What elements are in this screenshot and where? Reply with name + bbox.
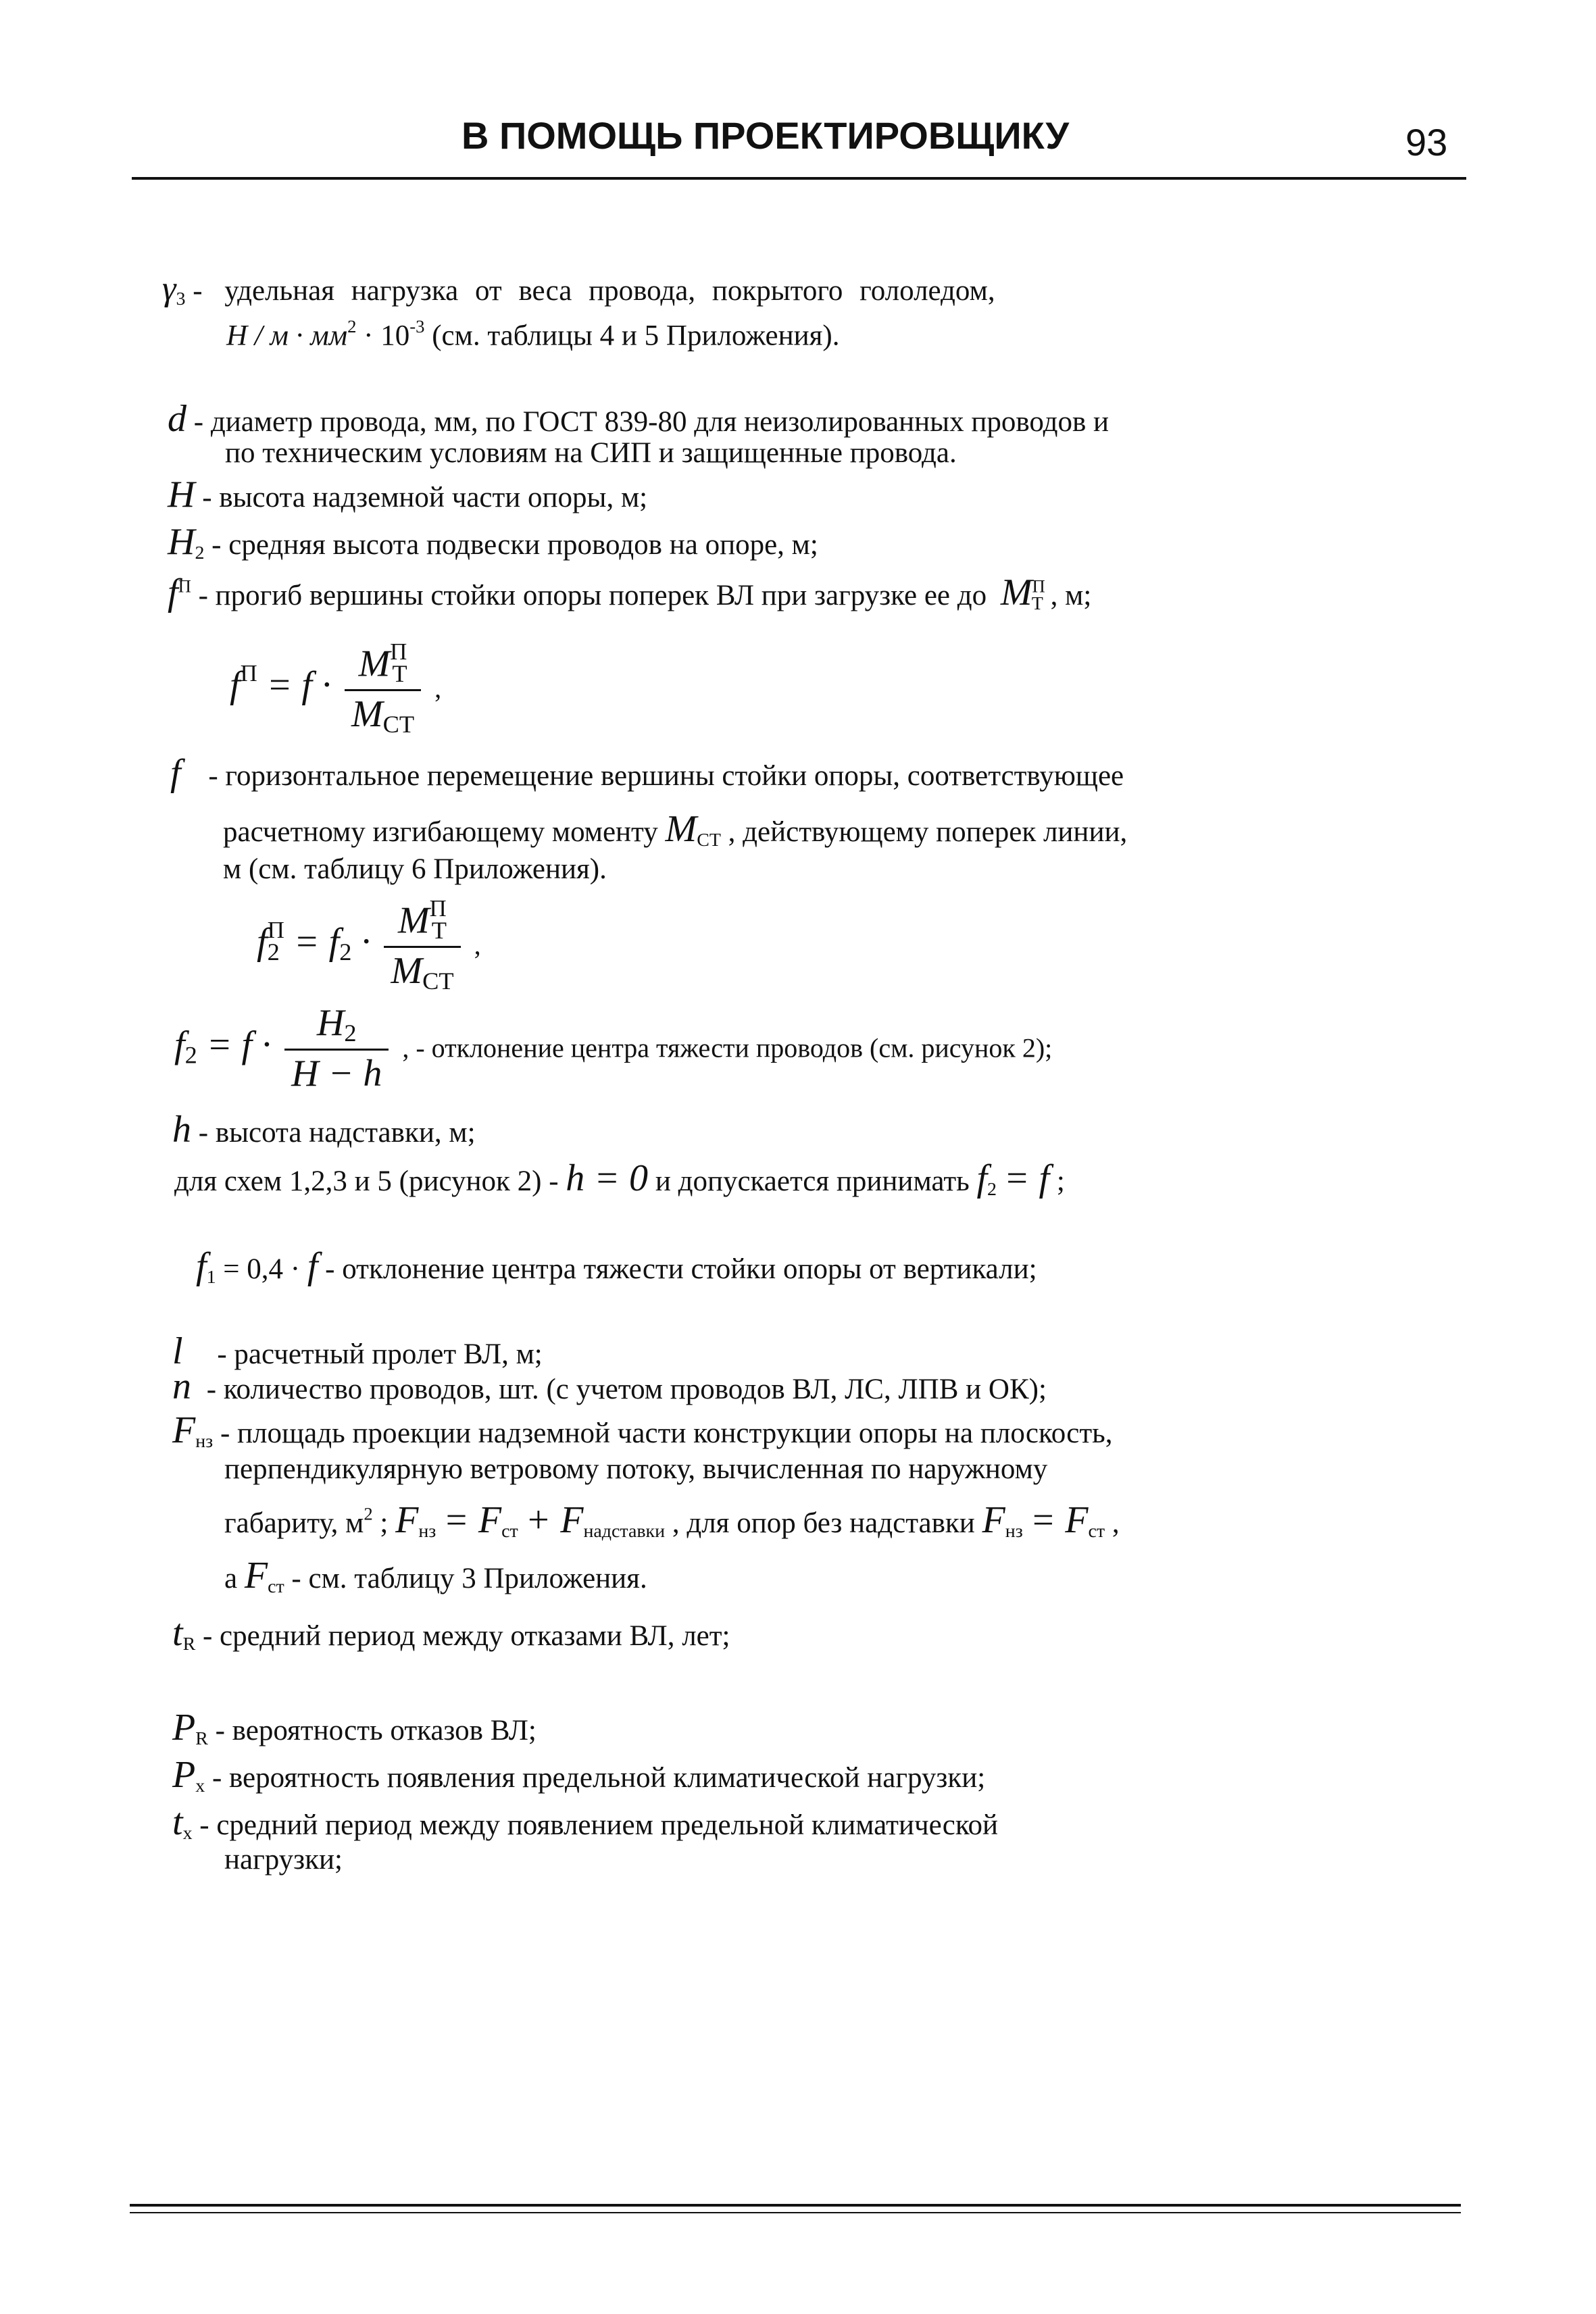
formula-f2: $f_2 = f$ · $\frac{H_2}{H - h}$ , - отклонение центра тяжести проводов (см. рисунок 2); — [174, 1002, 1053, 1095]
f1-definition: $f_1 = 0,4 \cdot f$ - отклонение центра тяжести стойки опоры от вертикали; — [196, 1245, 1037, 1288]
F-definition-line3: габариту, $м^2$ ; $F_{нз} = F_{ст} + F_{надставки}$ , для опор без надставки $F_{нз} = F_{ст}$ , — [224, 1499, 1120, 1542]
Px-definition: $P_x$ - вероятность появления предельной климатической нагрузки; — [172, 1754, 986, 1796]
H2-definition: $H_2$ - средняя высота подвески проводов на опоре, м; — [168, 521, 818, 563]
tx-definition-line2: нагрузки; — [224, 1844, 343, 1876]
f-definition-line3: м (см. таблицу 6 Приложения). — [223, 853, 607, 885]
gamma3-definition: $\gamma_3$ - удельная нагрузка от веса провода, покрытого гололедом, — [162, 270, 995, 309]
F-definition-line4: а $F_{ст}$ - см. таблицу 3 Приложения. — [224, 1555, 647, 1597]
H-definition: H - высота надземной части опоры, м; — [168, 474, 648, 515]
tR-definition: $t_R$ - средний период между отказами ВЛ, лет; — [172, 1612, 730, 1655]
f-definition: f - горизонтальное перемещение вершины стойки опоры, соответствующее — [170, 752, 1124, 794]
schemes-note: для схем 1,2,3 и 5 (рисунок 2) - h = 0 и допускается принимать $f_2 = f$ ; — [174, 1157, 1065, 1200]
formula-f2P: $f_2^П = f_2$ · $\frac{M^П_Т}{M_{СТ}}$ , — [257, 895, 481, 995]
F-definition: $F_{нз}$ - площадь проекции надземной части конструкции опоры на плоскость, — [172, 1409, 1113, 1452]
F-definition-line2: перпендикулярную ветровому потоку, вычисленная по наружному — [224, 1453, 1048, 1485]
footer-rule — [130, 2204, 1461, 2207]
h-definition: h - высота надставки, м; — [172, 1109, 476, 1151]
n-definition: n - количество проводов, шт. (с учетом проводов ВЛ, ЛС, ЛПВ и ОК); — [172, 1365, 1047, 1407]
f-definition-line2: расчетному изгибающему моменту $M_{СТ}$ , действующему поперек линии, — [223, 808, 1128, 851]
page-title: В ПОМОЩЬ ПРОЕКТИРОВЩИКУ — [462, 114, 1070, 157]
fP-definition: $f^П$ - прогиб вершины стойки опоры поперек ВЛ при загрузке ее до $M^П_Т$ , м; — [168, 572, 1092, 614]
footer-rule-thin — [130, 2212, 1461, 2213]
PR-definition: $P_R$ - вероятность отказов ВЛ; — [172, 1707, 537, 1749]
page-number: 93 — [1405, 121, 1448, 164]
l-definition: l - расчетный пролет ВЛ, м; — [172, 1330, 543, 1372]
header-rule — [132, 177, 1466, 180]
d-definition-line2: по техническим условиям на СИП и защищенные провода. — [225, 437, 957, 469]
tx-definition: $t_x$ - средний период между появлением предельной климатической — [172, 1801, 999, 1844]
formula-fP: $f^П = f$ · $\frac{M^П_Т}{M_{СТ}}$ , — [230, 638, 442, 738]
d-definition: d - диаметр провода, мм, по ГОСТ 839-80 для неизолированных проводов и — [168, 398, 1109, 440]
gamma3-unit-line: $Н / м \cdot мм^2 \cdot 10^{-3}$ (см. таблицы 4 и 5 Приложения). — [226, 316, 840, 352]
